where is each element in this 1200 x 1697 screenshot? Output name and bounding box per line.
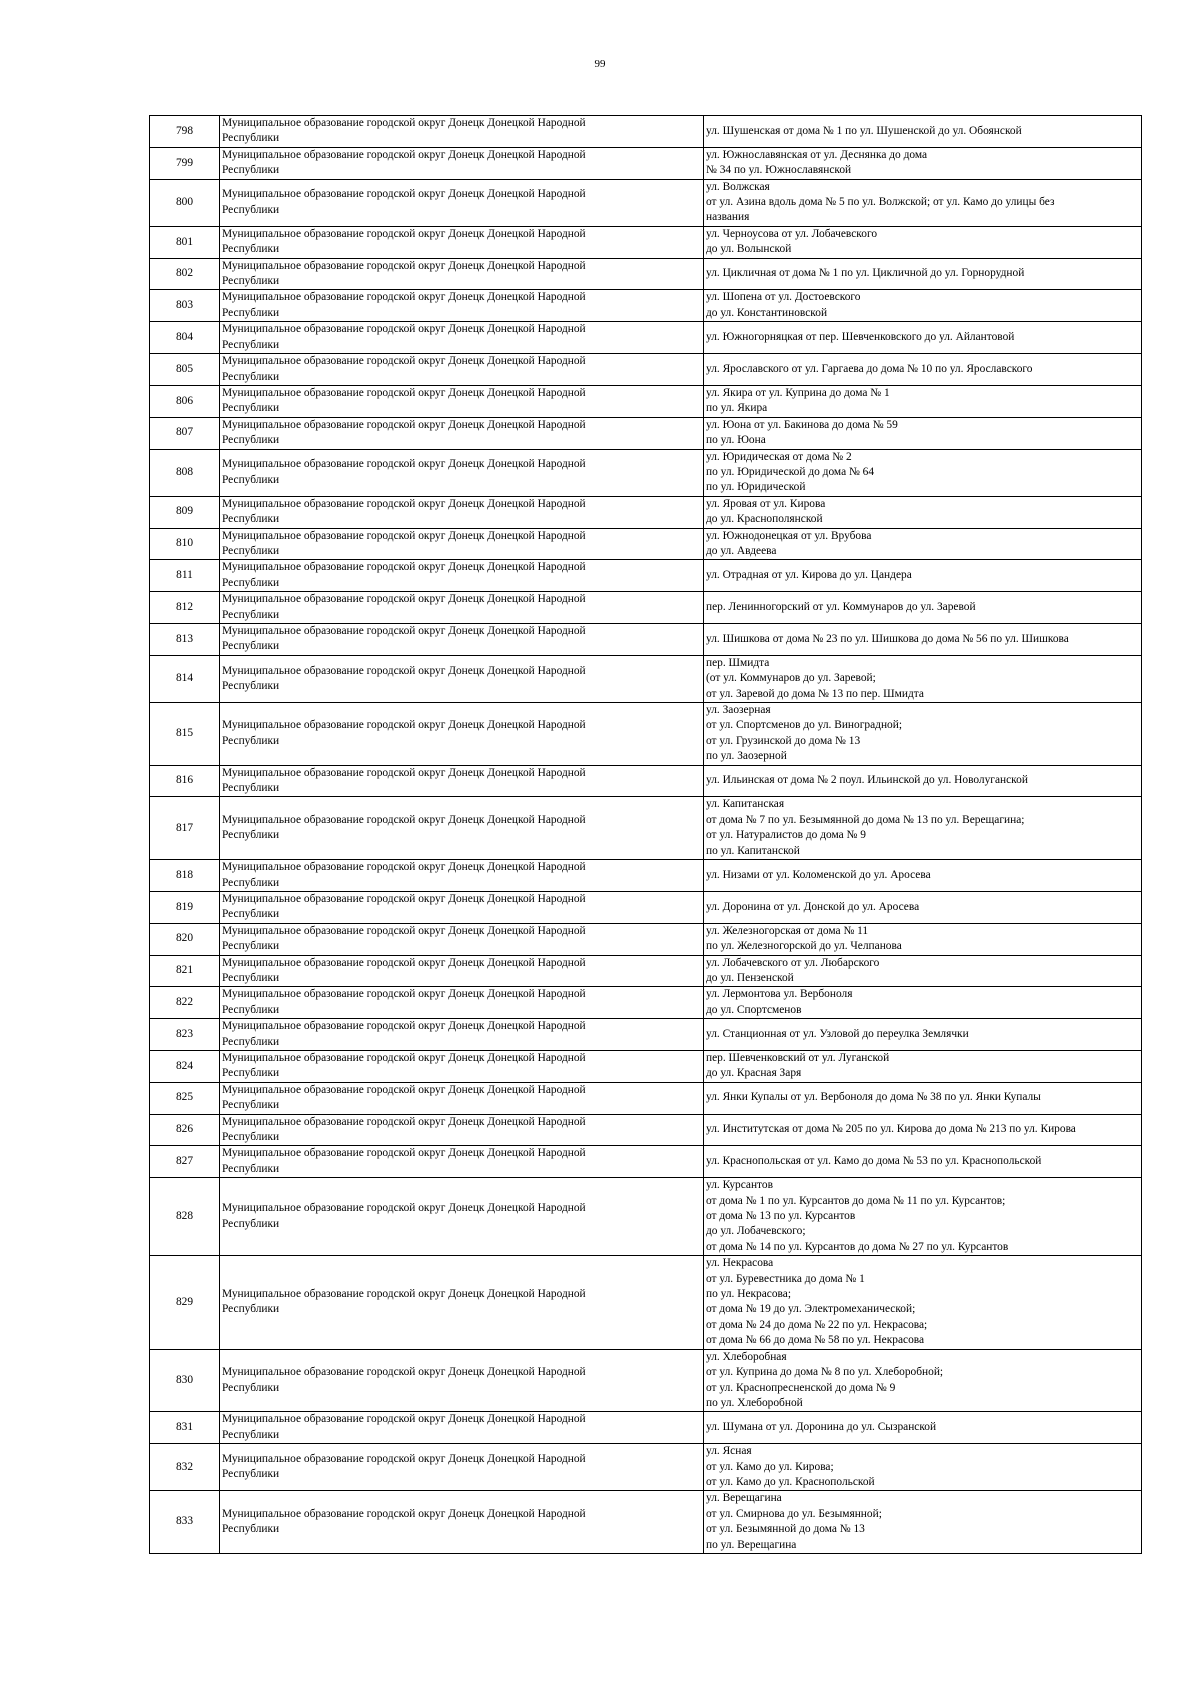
row-number: 826 bbox=[150, 1114, 220, 1146]
municipality-cell bbox=[220, 1349, 704, 1412]
street-section-cell bbox=[704, 624, 1142, 656]
table-row bbox=[150, 765, 1142, 797]
table-row bbox=[150, 1349, 1142, 1412]
row-number: 828 bbox=[150, 1178, 220, 1256]
street-section-cell bbox=[704, 179, 1142, 226]
municipality-cell bbox=[220, 1146, 704, 1178]
municipality-line: Республики bbox=[222, 1468, 280, 1481]
table-row bbox=[150, 528, 1142, 560]
municipality-cell bbox=[220, 1114, 704, 1146]
row-number: 830 bbox=[150, 1349, 220, 1412]
table-row bbox=[150, 1082, 1142, 1114]
municipality-line: Республики bbox=[222, 164, 280, 177]
street-section-cell bbox=[704, 322, 1142, 354]
street-section-line: от ул. Натуралистов до дома № 9 bbox=[706, 829, 866, 842]
municipality-cell bbox=[220, 226, 704, 258]
street-section-line: ул. Отрадная от ул. Кирова до ул. Цандера bbox=[706, 569, 912, 582]
municipality-line: Республики bbox=[222, 203, 280, 216]
street-section-line: ул. Шумана от ул. Доронина до ул. Сызранской bbox=[706, 1421, 937, 1434]
row-number: 823 bbox=[150, 1019, 220, 1051]
street-section-line: от ул. Куприна до дома № 8 по ул. Хлеборобной; bbox=[706, 1366, 944, 1379]
municipality-line: Республики bbox=[222, 1428, 280, 1441]
municipality-line: Республики bbox=[222, 908, 280, 921]
table-row bbox=[150, 290, 1142, 322]
street-section-cell bbox=[704, 147, 1142, 179]
municipality-line: Муниципальное образование городской округ Донецк Донецкой Народной bbox=[222, 323, 586, 336]
street-section-line: по ул. Хлеборобной bbox=[706, 1396, 803, 1409]
street-section-line: от ул. Краснопресненской до дома № 9 bbox=[706, 1381, 896, 1394]
row-number: 799 bbox=[150, 147, 220, 179]
municipality-cell bbox=[220, 290, 704, 322]
municipality-line: Муниципальное образование городской округ Донецк Донецкой Народной bbox=[222, 1083, 586, 1096]
table-row bbox=[150, 860, 1142, 892]
street-section-line: ул. Курсантов bbox=[706, 1179, 773, 1192]
municipality-line: Республики bbox=[222, 608, 280, 621]
row-number: 811 bbox=[150, 560, 220, 592]
municipality-cell bbox=[220, 449, 704, 496]
row-number: 829 bbox=[150, 1256, 220, 1349]
municipality-line: Муниципальное образование городской округ Донецк Донецкой Народной bbox=[222, 1366, 586, 1379]
table-row bbox=[150, 1412, 1142, 1444]
municipality-cell bbox=[220, 624, 704, 656]
street-section-line: по ул. Юридической bbox=[706, 481, 806, 494]
street-section-line: от дома № 19 до ул. Электромеханической; bbox=[706, 1303, 916, 1316]
street-section-cell bbox=[704, 987, 1142, 1019]
municipality-line: Муниципальное образование городской округ Донецк Донецкой Народной bbox=[222, 561, 586, 574]
row-number: 833 bbox=[150, 1491, 220, 1554]
street-section-cell bbox=[704, 1349, 1142, 1412]
street-section-line: до ул. Волынской bbox=[706, 243, 792, 256]
municipality-line: Республики bbox=[222, 940, 280, 953]
municipality-cell bbox=[220, 765, 704, 797]
street-section-cell bbox=[704, 1146, 1142, 1178]
municipality-line: Муниципальное образование городской округ Донецк Донецкой Народной bbox=[222, 418, 586, 431]
street-section-cell bbox=[704, 417, 1142, 449]
street-section-line: (от ул. Коммунаров до ул. Заревой; bbox=[706, 672, 876, 685]
municipality-line: Муниципальное образование городской округ Донецк Донецкой Народной bbox=[222, 1147, 586, 1160]
table-row bbox=[150, 1444, 1142, 1491]
street-section-cell bbox=[704, 528, 1142, 560]
municipality-line: Муниципальное образование городской округ Донецк Донецкой Народной bbox=[222, 386, 586, 399]
row-number: 798 bbox=[150, 116, 220, 148]
municipality-line: Республики bbox=[222, 640, 280, 653]
municipality-line: Муниципальное образование городской округ Донецк Донецкой Народной bbox=[222, 1413, 586, 1426]
table-row bbox=[150, 624, 1142, 656]
street-section-line: по ул. Железногорской до ул. Челпанова bbox=[706, 940, 902, 953]
street-section-cell bbox=[704, 1491, 1142, 1554]
street-section-cell bbox=[704, 385, 1142, 417]
municipality-line: Республики bbox=[222, 679, 280, 692]
street-section-line: пер. Шмидта bbox=[706, 656, 770, 669]
street-section-cell bbox=[704, 1050, 1142, 1082]
municipality-line: Республики bbox=[222, 402, 280, 415]
street-section-line: от дома № 24 до дома № 22 по ул. Некрасова; bbox=[706, 1318, 928, 1331]
street-section-line: ул. Верещагина bbox=[706, 1492, 782, 1505]
municipality-line: Республики bbox=[222, 1217, 280, 1230]
table-row bbox=[150, 258, 1142, 290]
municipality-cell bbox=[220, 147, 704, 179]
streets-table bbox=[149, 115, 1142, 1554]
street-section-line: названия bbox=[706, 211, 750, 224]
street-section-cell bbox=[704, 1019, 1142, 1051]
street-section-line: ул. Лобачевского от ул. Любарского bbox=[706, 956, 880, 969]
row-number: 815 bbox=[150, 703, 220, 766]
street-section-line: от ул. Смирнова до ул. Безымянной; bbox=[706, 1507, 882, 1520]
row-number: 804 bbox=[150, 322, 220, 354]
municipality-line: Муниципальное образование городской округ Донецк Донецкой Народной bbox=[222, 625, 586, 637]
municipality-line: Республики bbox=[222, 243, 280, 256]
table-row bbox=[150, 797, 1142, 860]
street-section-line: ул. Яровая от ул. Кирова bbox=[706, 497, 826, 510]
street-section-line: ул. Шопена от ул. Достоевского bbox=[706, 291, 861, 304]
municipality-cell bbox=[220, 891, 704, 923]
street-section-cell bbox=[704, 703, 1142, 766]
table-row bbox=[150, 955, 1142, 987]
row-number: 803 bbox=[150, 290, 220, 322]
street-section-line: ул. Якира от ул. Куприна до дома № 1 bbox=[706, 386, 890, 399]
municipality-line: Муниципальное образование городской округ Донецк Донецкой Народной bbox=[222, 1051, 586, 1064]
municipality-cell bbox=[220, 496, 704, 528]
municipality-line: Муниципальное образование городской округ Донецк Донецкой Народной bbox=[222, 355, 586, 368]
municipality-line: Муниципальное образование городской округ Донецк Донецкой Народной bbox=[222, 924, 586, 937]
municipality-line: Муниципальное образование городской округ Донецк Донецкой Народной bbox=[222, 1020, 586, 1033]
municipality-line: Муниципальное образование городской округ Донецк Донецкой Народной bbox=[222, 813, 586, 826]
street-section-cell bbox=[704, 1256, 1142, 1349]
street-section-line: ул. Заозерная bbox=[706, 704, 771, 717]
municipality-line: Республики bbox=[222, 1162, 280, 1175]
table-row bbox=[150, 987, 1142, 1019]
municipality-line: Республики bbox=[222, 734, 280, 747]
municipality-line: Республики bbox=[222, 275, 280, 288]
municipality-line: Республики bbox=[222, 1303, 280, 1316]
municipality-line: Республики bbox=[222, 829, 280, 842]
table-row bbox=[150, 322, 1142, 354]
municipality-line: Муниципальное образование городской округ Донецк Донецкой Народной bbox=[222, 719, 586, 732]
street-section-cell bbox=[704, 1444, 1142, 1491]
municipality-cell bbox=[220, 1019, 704, 1051]
street-section-line: ул. Краснопольская от ул. Камо до дома № 53 по ул. Краснопольской bbox=[706, 1155, 1042, 1168]
row-number: 802 bbox=[150, 258, 220, 290]
street-section-line: ул. Цикличная от дома № 1 по ул. Цикличной до ул. Горнорудной bbox=[706, 267, 1025, 280]
row-number: 808 bbox=[150, 449, 220, 496]
table-row bbox=[150, 560, 1142, 592]
street-section-line: ул. Станционная от ул. Узловой до переулка Землячки bbox=[706, 1027, 969, 1040]
municipality-cell bbox=[220, 1444, 704, 1491]
municipality-line: Республики bbox=[222, 132, 280, 145]
municipality-cell bbox=[220, 322, 704, 354]
street-section-line: от ул. Камо до ул. Кирова; bbox=[706, 1460, 834, 1473]
municipality-line: Муниципальное образование городской округ Донецк Донецкой Народной bbox=[222, 593, 586, 606]
municipality-line: Муниципальное образование городской округ Донецк Донецкой Народной bbox=[222, 117, 586, 129]
street-section-line: до ул. Пензенской bbox=[706, 971, 794, 984]
table-row bbox=[150, 592, 1142, 624]
street-section-line: ул. Капитанская bbox=[706, 798, 785, 811]
street-section-line: ул. Южнославянская от ул. Деснянка до дома bbox=[706, 148, 928, 161]
street-section-line: ул. Юона от ул. Бакинова до дома № 59 bbox=[706, 418, 898, 431]
street-section-line: ул. Волжская bbox=[706, 180, 770, 193]
street-section-cell bbox=[704, 449, 1142, 496]
table-row bbox=[150, 1050, 1142, 1082]
street-section-line: от дома № 66 до дома № 58 по ул. Некрасова bbox=[706, 1334, 925, 1347]
municipality-cell bbox=[220, 987, 704, 1019]
street-section-line: до ул. Красная Заря bbox=[706, 1067, 802, 1080]
municipality-cell bbox=[220, 703, 704, 766]
municipality-cell bbox=[220, 955, 704, 987]
street-section-line: от дома № 1 по ул. Курсантов до дома № 11 по ул. Курсантов; bbox=[706, 1194, 1006, 1207]
street-section-line: от ул. Спортсменов до ул. Виноградной; bbox=[706, 719, 902, 732]
municipality-line: Республики bbox=[222, 544, 280, 557]
municipality-line: Муниципальное образование городской округ Донецк Донецкой Народной bbox=[222, 861, 586, 874]
row-number: 809 bbox=[150, 496, 220, 528]
street-section-cell bbox=[704, 955, 1142, 987]
street-section-line: до ул. Константиновской bbox=[706, 306, 828, 319]
municipality-cell bbox=[220, 1050, 704, 1082]
municipality-cell bbox=[220, 385, 704, 417]
municipality-line: Муниципальное образование городской округ Донецк Донецкой Народной bbox=[222, 529, 586, 542]
table-row bbox=[150, 147, 1142, 179]
row-number: 822 bbox=[150, 987, 220, 1019]
row-number: 814 bbox=[150, 655, 220, 702]
street-section-line: от ул. Буревестника до дома № 1 bbox=[706, 1272, 865, 1285]
municipality-cell bbox=[220, 1491, 704, 1554]
row-number: 831 bbox=[150, 1412, 220, 1444]
street-section-cell bbox=[704, 592, 1142, 624]
municipality-cell bbox=[220, 258, 704, 290]
municipality-line: Муниципальное образование городской округ Донецк Донецкой Народной bbox=[222, 892, 586, 905]
municipality-cell bbox=[220, 1412, 704, 1444]
table-row bbox=[150, 703, 1142, 766]
street-section-cell bbox=[704, 290, 1142, 322]
table-row bbox=[150, 1178, 1142, 1256]
table-row bbox=[150, 354, 1142, 386]
street-section-line: до ул. Лобачевского; bbox=[706, 1225, 806, 1238]
street-section-line: ул. Черноусова от ул. Лобачевского bbox=[706, 227, 878, 240]
street-section-line: до ул. Авдеева bbox=[706, 544, 777, 557]
municipality-line: Республики bbox=[222, 576, 280, 589]
municipality-cell bbox=[220, 528, 704, 560]
table-row bbox=[150, 385, 1142, 417]
municipality-line: Республики bbox=[222, 1523, 280, 1536]
street-section-line: ул. Южногорняцкая от пер. Шевченковского до ул. Айлантовой bbox=[706, 330, 1015, 343]
table-row bbox=[150, 1146, 1142, 1178]
table-row bbox=[150, 1019, 1142, 1051]
row-number: 824 bbox=[150, 1050, 220, 1082]
table-row bbox=[150, 449, 1142, 496]
municipality-cell bbox=[220, 1082, 704, 1114]
street-section-line: по ул. Верещагина bbox=[706, 1538, 797, 1551]
street-section-cell bbox=[704, 116, 1142, 148]
street-section-cell bbox=[704, 1412, 1142, 1444]
row-number: 801 bbox=[150, 226, 220, 258]
street-section-cell bbox=[704, 258, 1142, 290]
municipality-line: Республики bbox=[222, 782, 280, 795]
row-number: 825 bbox=[150, 1082, 220, 1114]
street-section-line: ул. Лермонтова ул. Вербоноля bbox=[706, 988, 853, 1001]
street-section-line: от ул. Заревой до дома № 13 по пер. Шмидта bbox=[706, 687, 924, 700]
street-section-cell bbox=[704, 226, 1142, 258]
municipality-cell bbox=[220, 797, 704, 860]
municipality-cell bbox=[220, 923, 704, 955]
street-section-cell bbox=[704, 891, 1142, 923]
municipality-line: Муниципальное образование городской округ Донецк Донецкой Народной bbox=[222, 956, 586, 969]
street-section-cell bbox=[704, 1114, 1142, 1146]
municipality-line: Республики bbox=[222, 1035, 280, 1048]
municipality-line: Муниципальное образование городской округ Донецк Донецкой Народной bbox=[222, 1507, 586, 1520]
street-section-line: ул. Шушенская от дома № 1 по ул. Шушенской до ул. Обоянской bbox=[706, 124, 1022, 137]
municipality-line: Республики bbox=[222, 1003, 280, 1016]
municipality-line: Муниципальное образование городской округ Донецк Донецкой Народной bbox=[222, 188, 586, 201]
street-section-line: от ул. Азина вдоль дома № 5 по ул. Волжской; от ул. Камо до улицы без bbox=[706, 196, 1055, 209]
street-section-cell bbox=[704, 765, 1142, 797]
municipality-cell bbox=[220, 354, 704, 386]
municipality-line: Муниципальное образование городской округ Донецк Донецкой Народной bbox=[222, 259, 586, 272]
street-section-line: от дома № 13 по ул. Курсантов bbox=[706, 1210, 856, 1223]
municipality-line: Муниципальное образование городской округ Донецк Донецкой Народной bbox=[222, 988, 586, 1001]
street-section-line: по ул. Капитанской bbox=[706, 844, 800, 857]
row-number: 800 bbox=[150, 179, 220, 226]
street-section-line: по ул. Юридической до дома № 64 bbox=[706, 465, 875, 478]
street-section-cell bbox=[704, 354, 1142, 386]
page-number: 99 bbox=[594, 58, 606, 70]
street-section-line: ул. Янки Купалы от ул. Вербоноля до дома № 38 по ул. Янки Купалы bbox=[706, 1091, 1041, 1104]
street-section-line: от дома № 14 по ул. Курсантов до дома № 27 по ул. Курсантов bbox=[706, 1240, 1009, 1253]
street-section-line: по ул. Заозерной bbox=[706, 750, 787, 763]
row-number: 807 bbox=[150, 417, 220, 449]
street-section-cell bbox=[704, 1178, 1142, 1256]
table-row bbox=[150, 417, 1142, 449]
street-section-line: ул. Хлеборобная bbox=[706, 1350, 787, 1363]
municipality-cell bbox=[220, 1256, 704, 1349]
municipality-line: Муниципальное образование городской округ Донецк Донецкой Народной bbox=[222, 148, 586, 161]
street-section-line: от ул. Безымянной до дома № 13 bbox=[706, 1523, 865, 1536]
table-row bbox=[150, 116, 1142, 148]
municipality-line: Республики bbox=[222, 370, 280, 383]
street-section-line: ул. Доронина от ул. Донской до ул. Аросева bbox=[706, 900, 920, 913]
street-section-line: до ул. Спортсменов bbox=[706, 1003, 802, 1016]
table-row bbox=[150, 891, 1142, 923]
municipality-cell bbox=[220, 592, 704, 624]
table-row bbox=[150, 1256, 1142, 1349]
street-section-line: пер. Шевченковский от ул. Луганской bbox=[706, 1051, 890, 1064]
municipality-line: Республики bbox=[222, 1381, 280, 1394]
street-section-cell bbox=[704, 1082, 1142, 1114]
table-row bbox=[150, 1491, 1142, 1554]
municipality-line: Республики bbox=[222, 971, 280, 984]
table-body bbox=[150, 116, 1142, 1554]
municipality-cell bbox=[220, 417, 704, 449]
municipality-line: Муниципальное образование городской округ Донецк Донецкой Народной bbox=[222, 1202, 586, 1215]
row-number: 820 bbox=[150, 923, 220, 955]
row-number: 816 bbox=[150, 765, 220, 797]
street-section-cell bbox=[704, 797, 1142, 860]
street-section-cell bbox=[704, 860, 1142, 892]
municipality-cell bbox=[220, 560, 704, 592]
row-number: 812 bbox=[150, 592, 220, 624]
municipality-line: Республики bbox=[222, 876, 280, 889]
row-number: 819 bbox=[150, 891, 220, 923]
municipality-line: Муниципальное образование городской округ Донецк Донецкой Народной bbox=[222, 227, 586, 240]
street-section-cell bbox=[704, 923, 1142, 955]
municipality-line: Муниципальное образование городской округ Донецк Донецкой Народной bbox=[222, 1452, 586, 1465]
municipality-line: Муниципальное образование городской округ Донецк Донецкой Народной bbox=[222, 766, 586, 779]
municipality-line: Республики bbox=[222, 1067, 280, 1080]
street-section-line: по ул. Юона bbox=[706, 434, 766, 447]
street-section-cell bbox=[704, 496, 1142, 528]
municipality-line: Муниципальное образование городской округ Донецк Донецкой Народной bbox=[222, 497, 586, 510]
street-section-line: № 34 по ул. Южнославянской bbox=[706, 164, 852, 177]
street-section-line: от ул. Камо до ул. Краснопольской bbox=[706, 1475, 875, 1488]
row-number: 805 bbox=[150, 354, 220, 386]
row-number: 832 bbox=[150, 1444, 220, 1491]
street-section-line: ул. Низами от ул. Коломенской до ул. Аросева bbox=[706, 868, 931, 881]
row-number: 810 bbox=[150, 528, 220, 560]
municipality-cell bbox=[220, 655, 704, 702]
street-section-line: ул. Институтская от дома № 205 по ул. Кирова до дома № 213 по ул. Кирова bbox=[706, 1123, 1076, 1136]
municipality-line: Республики bbox=[222, 1131, 280, 1143]
municipality-line: Республики bbox=[222, 513, 280, 526]
row-number: 821 bbox=[150, 955, 220, 987]
row-number: 818 bbox=[150, 860, 220, 892]
table-row bbox=[150, 496, 1142, 528]
municipality-line: Муниципальное образование городской округ Донецк Донецкой Народной bbox=[222, 458, 586, 471]
street-section-cell bbox=[704, 560, 1142, 592]
municipality-line: Республики bbox=[222, 434, 280, 447]
street-section-line: пер. Ленинногорский от ул. Коммунаров до ул. Заревой bbox=[706, 600, 976, 613]
street-section-line: ул. Шишкова от дома № 23 по ул. Шишкова до дома № 56 по ул. Шишкова bbox=[706, 632, 1069, 645]
street-section-line: до ул. Краснополянской bbox=[706, 513, 823, 526]
municipality-cell bbox=[220, 860, 704, 892]
municipality-line: Муниципальное образование городской округ Донецк Донецкой Народной bbox=[222, 291, 586, 304]
street-section-line: ул. Железногорская от дома № 11 bbox=[706, 924, 869, 937]
street-section-line: по ул. Некрасова; bbox=[706, 1288, 791, 1301]
street-section-line: ул. Юридическая от дома № 2 bbox=[706, 450, 852, 463]
row-number: 813 bbox=[150, 624, 220, 656]
table-row bbox=[150, 923, 1142, 955]
municipality-line: Республики bbox=[222, 338, 280, 351]
municipality-cell bbox=[220, 179, 704, 226]
street-section-line: от ул. Грузинской до дома № 13 bbox=[706, 734, 861, 747]
table-row bbox=[150, 655, 1142, 702]
municipality-cell bbox=[220, 1178, 704, 1256]
street-section-line: ул. Южнодонецкая от ул. Врубова bbox=[706, 529, 872, 542]
street-section-line: ул. Некрасова bbox=[706, 1257, 774, 1270]
row-number: 806 bbox=[150, 385, 220, 417]
street-section-line: ул. Ясная bbox=[706, 1445, 752, 1458]
municipality-line: Муниципальное образование городской округ Донецк Донецкой Народной bbox=[222, 1115, 586, 1128]
municipality-line: Республики bbox=[222, 1099, 280, 1112]
municipality-line: Республики bbox=[222, 306, 280, 319]
table-row bbox=[150, 226, 1142, 258]
municipality-line: Муниципальное образование городской округ Донецк Донецкой Народной bbox=[222, 664, 586, 677]
street-section-line: по ул. Якира bbox=[706, 402, 768, 415]
municipality-line: Муниципальное образование городской округ Донецк Донецкой Народной bbox=[222, 1288, 586, 1301]
table-row bbox=[150, 179, 1142, 226]
row-number: 827 bbox=[150, 1146, 220, 1178]
municipality-line: Республики bbox=[222, 473, 280, 486]
street-section-line: ул. Ильинская от дома № 2 поул. Ильинской до ул. Новолуганской bbox=[706, 774, 1028, 787]
municipality-cell bbox=[220, 116, 704, 148]
table-row bbox=[150, 1114, 1142, 1146]
street-section-cell bbox=[704, 655, 1142, 702]
row-number: 817 bbox=[150, 797, 220, 860]
street-section-line: от дома № 7 по ул. Безымянной до дома № 13 по ул. Верещагина; bbox=[706, 813, 1025, 826]
street-section-line: ул. Ярославского от ул. Гаргаева до дома № 10 по ул. Ярославского bbox=[706, 362, 1033, 375]
